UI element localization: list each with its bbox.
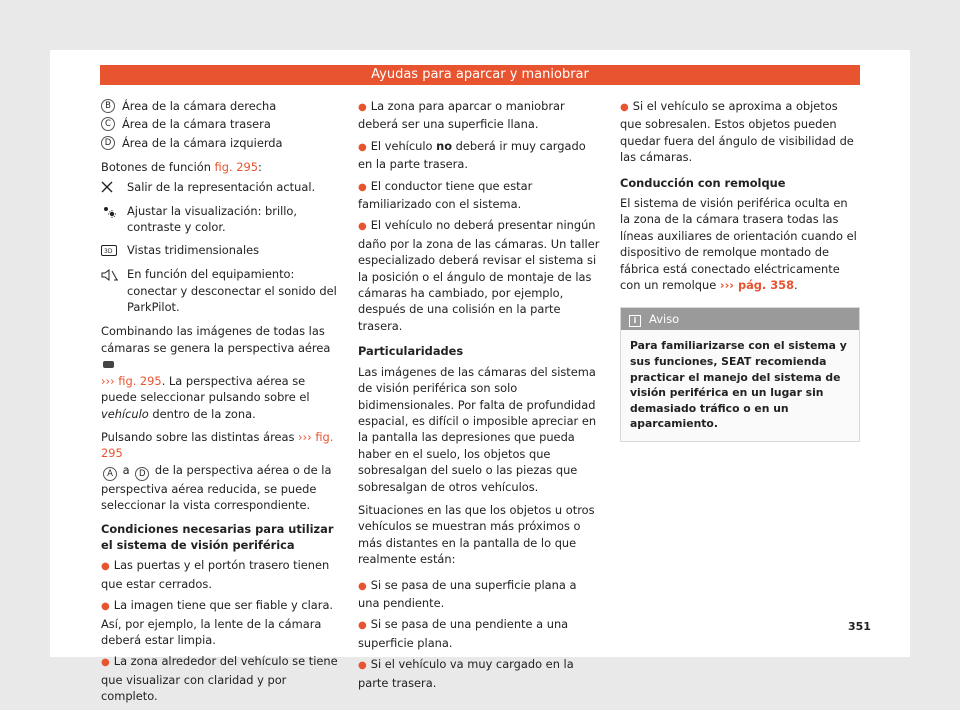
column-2 — [358, 98, 600, 696]
area-item — [101, 98, 339, 114]
letter-badge: C — [101, 117, 115, 131]
info-icon: i — [629, 315, 641, 327]
icon-item-close: Salir de la representación actual. — [101, 179, 339, 197]
close-icon — [101, 179, 127, 197]
list-item: ● Si el vehículo se aproxima a objetos que sobresalen. Estos objetos pueden quedar fuera del ángulo de visibilidad de las cámaras. — [620, 99, 854, 165]
fig-ref-link[interactable]: ››› fig. 295 — [101, 373, 162, 388]
brightness-icon — [101, 203, 127, 223]
list-item: ● El vehículo no deberá presentar ningún daño por la zona de las cámaras. Un taller especializado deberá revisar el sistema si la posición o el ángulo de montaje de las cámaras ha cambiado, por ejemplo, después de una colisión en la parte trasera. — [358, 218, 600, 333]
section-heading: Conducción con remolque — [620, 175, 786, 190]
letter-badge: A — [103, 467, 117, 481]
list-item: ● La zona para aparcar o maniobrar deberá ser una superficie llana. — [358, 99, 565, 132]
letter-badge: D — [101, 136, 115, 150]
paragraph: Situaciones en las que los objetos u otros vehículos se muestran más próximos o más distantes en la pantalla de lo que realmente están: — [358, 502, 595, 567]
section-heading: Condiciones necesarias para utilizar el sistema de visión periférica — [101, 521, 334, 552]
sound-off-icon — [101, 266, 127, 286]
area-item — [101, 135, 339, 151]
page-number: 351 — [848, 620, 871, 633]
aviso-box — [620, 307, 860, 442]
icon-item-3d: 3D Vistas tridimensionales — [101, 242, 339, 260]
botones-intro: Botones de función fig. 295: — [101, 160, 262, 175]
fig-ref-link[interactable]: ››› fig. 295 — [101, 429, 334, 461]
letter-badge: D — [135, 467, 149, 481]
section-heading: Particularidades — [358, 344, 464, 359]
svg-text:3D: 3D — [104, 247, 113, 255]
letter-badge: B — [101, 99, 115, 113]
list-item: ● La zona alrededor del vehículo se tiene que visualizar con claridad y por completo. — [101, 654, 338, 704]
area-text: Área de la cámara derecha — [122, 99, 277, 113]
list-item: ● El conductor tiene que estar familiarizado con el sistema. — [358, 178, 533, 212]
areas-paragraph: Pulsando sobre las distintas áreas ››› fig. 295 A a D de la perspectiva aérea o de la perspectiva aérea reducida, se puede seleccionar la vista correspondiente. — [101, 429, 334, 513]
paragraph: El sistema de visión periférica oculta en la zona de la cámara trasera todas las líneas auxiliares de orientación cuando el dispositivo de remolque montado de fábrica está conectado eléctricamente con un remolque ››› pág. 358. — [620, 196, 857, 293]
aviso-header: i Aviso — [621, 308, 859, 330]
area-text: Área de la cámara izquierda — [122, 135, 283, 150]
aviso-text: Para familiarizarse con el sistema y sus funciones, SEAT recomienda practicar el manejo del sistema de visión periférica en un lugar sin demasiado tráfico o en un aparcamiento. — [621, 330, 859, 441]
list-item: ● Si se pasa de una superficie plana a una pendiente. — [358, 577, 577, 610]
list-item: ● Si el vehículo va muy cargado en la parte trasera. — [358, 657, 574, 690]
3d-view-icon — [101, 242, 127, 260]
list-item: ● Las puertas y el portón trasero tienen que estar cerrados. — [101, 558, 330, 591]
column-3 — [620, 98, 860, 442]
icon-item-sound: En función del equipamiento: conectar y desconectar el sonido del ParkPilot. — [101, 266, 339, 315]
page-ref-link[interactable]: ››› pág. 358 — [719, 278, 795, 293]
aerial-view-icon — [103, 361, 114, 368]
list-item: ● La imagen tiene que ser fiable y clara. Así, por ejemplo, la lente de la cámara deberá estar limpia. — [101, 598, 334, 647]
aerial-paragraph: Combinando las imágenes de todas las cámaras se genera la perspectiva aérea ››› fig. 295. La perspectiva aérea se puede seleccionar pulsando sobre el vehículo dentro de la zona. — [101, 324, 331, 421]
icon-item-brightness: Ajustar la visualización: brillo, contraste y color. — [101, 203, 339, 236]
fig-ref-link[interactable]: fig. 295 — [214, 160, 258, 175]
column-1 — [101, 98, 339, 710]
page-header: Ayudas para aparcar y maniobrar — [100, 65, 860, 85]
list-item: ● Si se pasa de una pendiente a una superficie plana. — [358, 617, 569, 650]
paragraph: Las imágenes de las cámaras del sistema de visión periférica son solo bidimensionales. Por falta de profundidad espacial, es difícil o imposible apreciar en la pantalla las depresiones que pueda haber en el suelo, los objetos que sobresalgan del suelo o las piezas que sobresalgan de otros vehículos. — [358, 364, 597, 494]
list-item: ● El vehículo no deberá ir muy cargado en la parte trasera. — [358, 138, 586, 172]
area-text: Área de la cámara trasera — [122, 117, 271, 132]
area-item — [101, 116, 339, 132]
